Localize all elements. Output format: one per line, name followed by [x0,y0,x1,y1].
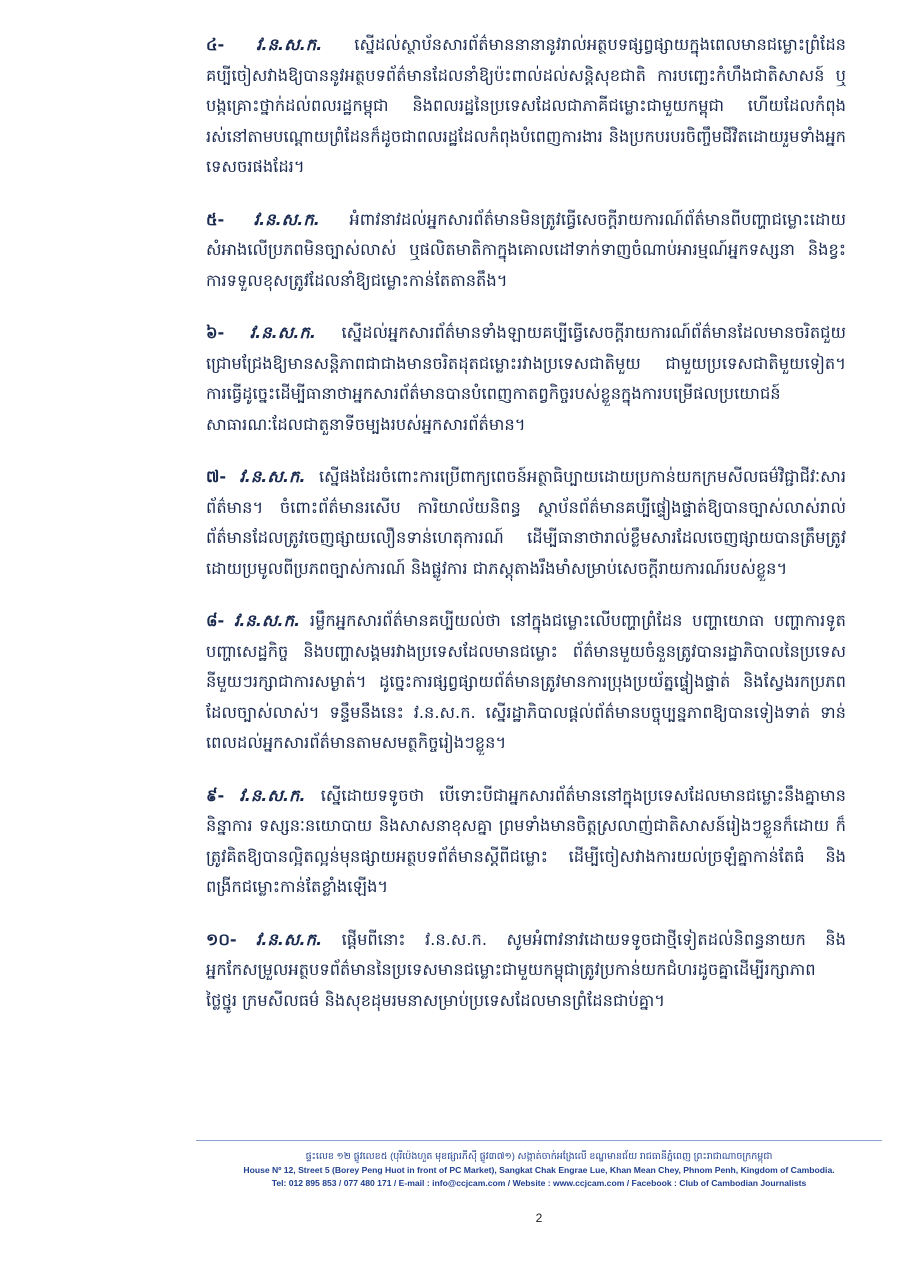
footer-address-khmer: ផ្ទះលេខ ១២ ផ្លូវលេខ៥ (បុរីប៉េងហួត មុខផ្សារភីស៊ី ផ្លូវ៣៧១) សង្កាត់ចាក់អង្រែលើ ខណ្ឌមានជ័យ រាជធានីភ្នំពេញ ព្រះរាជាណាចក្រកម្ពុជា [305,1151,773,1162]
organization-abbreviation: វ.ន.ស.ក. [253,209,320,229]
organization-abbreviation: វ.ន.ស.ក. [256,35,323,54]
paragraph-7 [206,462,846,584]
organization-abbreviation: វ.ន.ស.ក. [239,785,306,805]
paragraph-9 [206,781,846,903]
page-number: 2 [535,1211,543,1225]
paragraph-number: ៩- [206,785,225,805]
organization-abbreviation: វ.ន.ស.ក. [239,467,306,486]
paragraph-number: ៨- [206,611,225,630]
paragraph-text: ស្នើដល់អ្នកសារព័ត៌មានទាំងឡាយគប្បីធ្វើសេចក្ដីរាយការណ៍ព័ត៌មានដែលមានចរិតជួយជ្រោមជ្រែងឱ្យមានសន្តិភាពជាជាងមានចរិតដុតជម្លោះរវាងប្រទេសជាតិមួយ ជាមួយប្រទេសជាតិមួយទៀត។ ការធ្វើដូច្នេះដើម្បីធានាថាអ្នកសារព័ត៌មានបានបំពេញកាតព្វកិច្ចរបស់ខ្លួនក្នុងការបម្រើផលប្រយោជន៍សាធារណៈដែលជាតួនាទីចម្បងរបស់អ្នកសារព័ត៌មាន។ [206,323,846,434]
paragraph-text: អំពាវនាវដល់អ្នកសារព័ត៌មានមិនត្រូវធ្វើសេចក្ដីរាយការណ៍ព័ត៌មានពីបញ្ហាជម្លោះដោយសំអាងលើប្រភពមិនច្បាស់លាស់ ឬផលិតមាតិកាក្នុងគោលដៅទាក់ទាញចំណាប់អារម្មណ៍អ្នកទស្សនា និងខ្វះការទទួលខុសត្រូវដែលនាំឱ្យជម្លោះកាន់តែតានតឹង។ [206,209,846,290]
paragraph-text: ស្នើដោយទទូចថា បើទោះបីជាអ្នកសារព័ត៌មាននៅក្នុងប្រទេសដែលមានជម្លោះនឹងគ្នាមាននិន្នាការ ទស្សនៈនយោបាយ និងសាសនាខុសគ្នា ព្រមទាំងមានចិត្តស្រលាញ់ជាតិសាសន៍រៀងៗខ្លួនក៏ដោយ ក៏ត្រូវគិតឱ្យបានល្អិតល្អន់មុនផ្សាយអត្ថបទព័ត៌មានស្ដីពីជម្លោះ ដើម្បីចៀសវាងការយល់ច្រឡំគ្នាកាន់តែធំ និងពង្រីកជម្លោះកាន់តែខ្លាំងឡើង។ [206,785,846,896]
paragraph-number: ៤- [206,35,225,54]
footer-contact: Tel: 012 895 853 / 077 480 171 / E-mail : info@ccjcam.com / Website : www.ccjcam.com / Facebook : Club of Cambodian Journalists [271,1178,807,1188]
paragraph-text: ផ្ដើមពីនោះ វ.ន.ស.ក. សូមអំពាវនាវដោយទទូចជាថ្មីទៀតដល់និពន្ធនាយក និងអ្នកកែសម្រួលអត្ថបទព័ត៌មាននៃប្រទេសមានជម្លោះជាមួយកម្ពុជាត្រូវប្រកាន់យកជំហរដូចគ្នាដើម្បីរក្សាភាពថ្លៃថ្នូរ ក្រមសីលធម៌ និងសុខដុមរមនាសម្រាប់ប្រទេសដែលមានព្រំដែនជាប់គ្នា។ [206,929,846,1010]
paragraph-text: រម្លឹកអ្នកសារព័ត៌មានគប្បីយល់ថា នៅក្នុងជម្លោះលើបញ្ហាព្រំដែន បញ្ហាយោធា បញ្ហាការទូត បញ្ហាសេដ្ឋកិច្ច និងបញ្ហាសង្គមរវាងប្រទេសដែលមានជម្លោះ ព័ត៌មានមួយចំនួនត្រូវបានរដ្ឋាភិបាលនៃប្រទេសនីមួយៗរក្សាជាការសម្ងាត់។ ដូច្នេះការផ្សព្វផ្សាយព័ត៌មានត្រូវមានការប្រុងប្រយ័ត្នផ្ទៀងផ្ទាត់ និងស្វែងរកប្រភពដែលច្បាស់លាស់។ ទន្ទឹមនឹងនេះ វ.ន.ស.ក. ស្នើរដ្ឋាភិបាលផ្ដល់ព័ត៌មានបច្ចុប្បន្នភាពឱ្យបានទៀងទាត់ ទាន់ពេលដល់អ្នកសារព័ត៌មានតាមសមត្ថកិច្ចរៀងៗខ្លួន។ [206,611,846,752]
paragraph-number: ៥- [206,209,225,229]
paragraph-number: ៧- [206,467,227,486]
footer [196,1150,882,1190]
paragraph-text: ស្នើដល់ស្ថាប័នសារព័ត៌មាននានានូវរាល់អត្ថបទផ្សព្វផ្សាយក្នុងពេលមានជម្លោះព្រំដែនគប្បីចៀសវាងឱ្យបាននូវអត្ថបទព័ត៌មានដែលនាំឱ្យប៉ះពាល់ដល់សន្តិសុខជាតិ ការបញ្ឆេះកំហឹងជាតិសាសន៍ ឬបង្កគ្រោះថ្នាក់ដល់ពលរដ្ឋកម្ពុជា និងពលរដ្ឋនៃប្រទេសដែលជាភាគីជម្លោះជាមួយកម្ពុជា ហើយដែលកំពុងរស់នៅតាមបណ្ដោយព្រំដែនក៏ដូចជាពលរដ្ឋដែលកំពុងបំពេញការងារ និងប្រកបរបរចិញ្ចឹមជីវិតដោយរួមទាំងអ្នកទេសចរផងដែរ។ [206,35,846,176]
paragraph-4 [206,30,846,183]
footer-divider [196,1140,882,1141]
footer-address-english: House Nº 12, Street 5 (Borey Peng Huot in front of PC Market), Sangkat Chak Engrae Lue, Khan Mean Chey, Phnom Penh, Kingdom of Cambodia. [243,1165,835,1175]
paragraph-number: ៦- [206,323,225,342]
paragraph-8 [206,606,846,759]
organization-abbreviation: វ.ន.ស.ក. [249,323,316,342]
paragraph-5 [206,205,846,297]
organization-abbreviation: វ.ន.ស.ក. [234,611,301,630]
paragraph-6 [206,318,846,440]
paragraph-text: ស្នើផងដែរចំពោះការប្រើពាក្យពេចន៍អត្ថាធិប្បាយដោយប្រកាន់យកក្រមសីលធម៌វិជ្ជាជីវៈសារព័ត៌មាន។ ចំពោះព័ត៌មានរសើប ការិយាល័យនិពន្ធ ស្ថាប័នព័ត៌មានគប្បីផ្ទៀងផ្ទាត់ឱ្យបានច្បាស់លាស់រាល់ព័ត៌មានដែលត្រូវចេញផ្សាយលឿនទាន់ហេតុការណ៍ ដើម្បីធានាថារាល់ខ្លឹមសារដែលចេញផ្សាយបានត្រឹមត្រូវដោយប្រមូលពីប្រភពច្បាស់ការណ៍ និងផ្លូវការ ជាភស្តុតាងរឹងមាំសម្រាប់សេចក្ដីរាយការណ៍របស់ខ្លួន។ [206,467,846,578]
paragraph-number: ១០- [206,929,237,949]
organization-abbreviation: វ.ន.ស.ក. [256,929,323,949]
paragraph-10 [206,925,846,1017]
statement-body [206,30,846,1038]
